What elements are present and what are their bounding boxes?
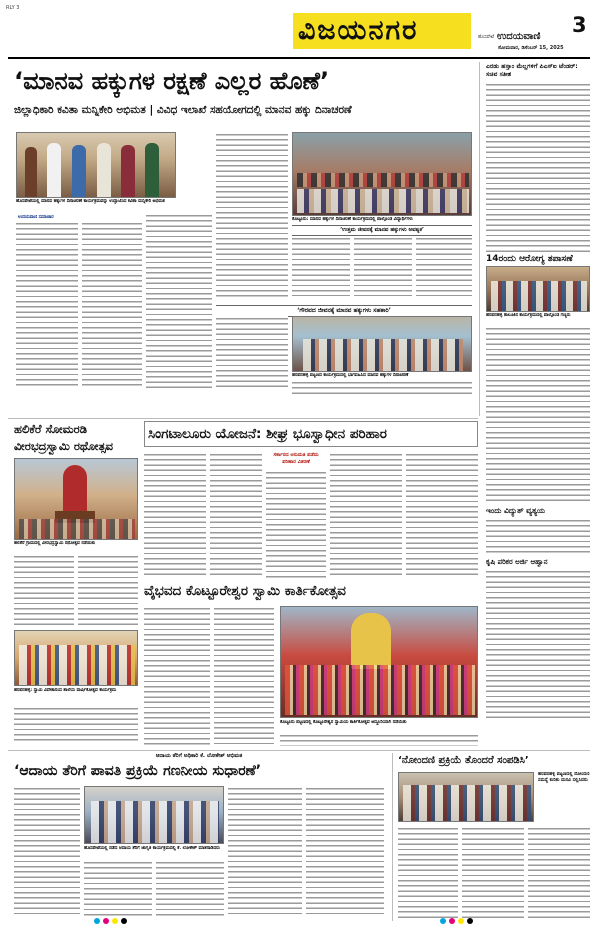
festival-photo-caption: ಕೊಟ್ಟೂರು ಪಟ್ಟಣದಲ್ಲಿ ಕೊಟ್ಟೂರೇಶ್ವರ ಸ್ವಾಮಿಯ ಕಾರ್ತಿಕೋತ್ಸವ ಅದ್ದೂರಿಯಾಗಿ ನಡೆಯಿತು	[280, 720, 407, 725]
sub-story-col1	[292, 236, 350, 296]
mid-left-body3	[14, 706, 138, 742]
bottom-left-headline: ‘ಆದಾಯ ತೆರಿಗೆ ಪಾವತಿ ಪ್ರಕ್ರಿಯೆ ಗಣನೀಯ ಸುಧಾರಣೆ’	[14, 763, 262, 779]
divider	[8, 418, 478, 419]
mid-main-col2	[210, 452, 262, 578]
chariot-photo-caption: ಹಲಿಕೆರೆ ಗ್ರಾಮದಲ್ಲಿ ವೀರಭದ್ರಸ್ವಾಮಿ ರಥೋತ್ಸವ ನಡೆಯಿತು	[14, 541, 96, 546]
divider	[479, 62, 480, 416]
lead-body-col1	[16, 221, 78, 389]
lead-photo2-caption: ಕೊಟ್ಟೂರು: ಮಾನವ ಹಕ್ಕುಗಳ ದಿನಾಚರಣೆ ಕಾರ್ಯಕ್ರಮದಲ್ಲಿ ಪಾಲ್ಗೊಂಡ ವಿದ್ಯಾರ್ಥಿಗಳು	[292, 217, 413, 222]
chariot-photo	[14, 458, 138, 540]
right-story3-body	[486, 518, 590, 556]
bottom-left-col1	[14, 786, 80, 918]
right-story4-title: ಕೃಷಿ ಪರಿಕರ ಅರ್ಜಿ ಆಹ್ವಾನ	[486, 558, 548, 566]
festival-col1	[144, 606, 210, 746]
bottom-left-kicker: ಆದಾಯ ತೆರಿಗೆ ಅಧಿಕಾರಿ ಕೆ. ಲೋಕೇಶ್ ಅಭಿಮತ	[155, 753, 243, 759]
paper-name: ಉದಯವಾಣಿ	[497, 31, 541, 42]
lead-body-col4	[216, 132, 288, 300]
mid-left-headline: ಹಲಿಕೆರೆ ಸೋಮರಡಿ ವೀರಭದ್ರಸ್ವಾಮಿ ರಥೋತ್ಸವ	[14, 422, 114, 453]
bottom-right-col3	[528, 826, 590, 918]
lead-photo-caption: ಹೊಸಪೇಟೆಯಲ್ಲಿ ಮಾನವ ಹಕ್ಕುಗಳ ದಿನಾಚರಣೆ ಕಾರ್ಯಕ್ರಮವನ್ನು ಉದ್ಘಾಟಿಸಿದ ಕವಿತಾ ಮನ್ನಿಕೇರಿ ಅಭಿಮತ	[16, 199, 165, 204]
right-story3-title: ಇಂದು ವಿದ್ಯುತ್ ವ್ಯತ್ಯಯ	[486, 506, 546, 515]
divider	[8, 750, 590, 751]
sub-story2-col1	[216, 316, 288, 390]
mid-main-col1	[144, 452, 206, 578]
bottom-left-col3	[156, 860, 224, 918]
right-story1-body	[486, 82, 590, 252]
mid-main-col3	[266, 470, 326, 578]
lead-photo-dc	[16, 132, 176, 198]
lead-headline: ‘ಮಾನವ ಹಕ್ಕುಗಳ ರಕ್ಷಣೆ ಎಲ್ಲರ ಹೊಣೆ’	[14, 67, 330, 95]
sub-story2-title: ‘ಗೌರವದ ಜೀವನಕ್ಕೆ ಮಾನವ ಹಕ್ಕುಗಳು ಸಹಕಾರಿ’	[216, 305, 472, 317]
group-photo	[14, 630, 138, 686]
section-title: ವಿಜಯನಗರ	[298, 15, 419, 46]
right-story1-title: ಎರಡು ಹಸ್ತಾಂ ಮೆಲ್ಲಗಳಿಗೆ ಪಿಎಸ್ಐ ಟೆಂಡರ್: ಸಚಿವ ಸತೀಶ	[486, 63, 578, 78]
lead-body-col2	[82, 221, 142, 389]
lead-body-col3	[146, 213, 212, 389]
group-photo-caption: ಹರಪನಹಳ್ಳಿ: ಸ್ವಾಮಿ ವಿವೇಕಾನಂದ ಶಾಲೆಯ ವಾರ್ಷಿಕೋತ್ಸವ ಕಾರ್ಯಕ್ರಮ	[14, 688, 117, 693]
bottom-left-col2	[84, 860, 152, 918]
registration-marks	[440, 918, 500, 924]
bottom-right-side-caption: ಹರಪನಹಳ್ಳಿ ಪಟ್ಟಣದಲ್ಲಿ ನೋಂದಣಿ ಸಮಸ್ಯೆ ಕುರಿತು ಮನವಿ ಸಲ್ಲಿಸಿದರು	[538, 772, 590, 783]
mid-main-col5	[406, 452, 478, 578]
divider	[392, 753, 393, 921]
bottom-left-photo-caption: ಹೊಸಪೇಟೆಯಲ್ಲಿ ನಡೆದ ಆದಾಯ ತೆರಿಗೆ ಜಾಗೃತಿ ಕಾರ್ಯಕ್ರಮದಲ್ಲಿ ಕೆ. ಲೋಕೇಶ್ ಮಾತನಾಡಿದರು	[84, 846, 220, 851]
festival-photo	[280, 606, 478, 718]
mid-main-col4	[330, 452, 402, 578]
sub-story-col3	[416, 236, 472, 296]
bottom-right-headline: ‘ನೋಂದಣಿ ಪ್ರಕ್ರಿಯೆ ತೊಂದರೆ ಸಂಪಡಿಸಿ’	[398, 755, 529, 766]
festival-col2	[214, 606, 274, 718]
byline: ಉದಯವಾಣಿ ಸಮಾಚಾರ	[18, 215, 54, 220]
registration-marks	[94, 918, 154, 924]
issue-date: ಸೋಮವಾರ, ಡಿಸೆಂಬರ್ 15, 2025	[498, 45, 564, 51]
page-number: 3	[572, 13, 587, 37]
mid-main-headline: ಸಿಂಗಟಾಲೂರು ಯೋಜನೆ: ಶೀಘ್ರ ಭೂಸ್ವಾಧೀನ ಪರಿಹಾರ	[148, 426, 387, 442]
festival-headline: ವೈಭವದ ಕೊಟ್ಟೂರೇಶ್ವರ ಸ್ವಾಮಿ ಕಾರ್ತಿಕೋತ್ಸವ	[144, 583, 346, 599]
right-photo	[486, 266, 590, 312]
paper-pre: ಹೊಸಪೇಟೆ	[478, 35, 495, 40]
lead-photo-harapanahalli	[292, 316, 472, 372]
lead-subhead: ಜಿಲ್ಲಾಧಿಕಾರಿ ಕವಿತಾ ಮನ್ನಿಕೇರಿ ಅಭಿಮತ | ವಿವಿಧ ಇಲಾಖೆ ಸಹಯೋಗದಲ್ಲಿ ಮಾನವ ಹಕ್ಕು ದಿನಾಚರಣೆ	[14, 104, 352, 116]
mid-left-body2	[78, 554, 138, 626]
mid-kicker: ಸರ್ಕಾರದ ಅನುಮತಿ ಪಡೆದು ಪರಿಹಾರ ವಿತರಣೆ	[273, 452, 319, 465]
right-story4-body	[486, 569, 590, 719]
bottom-right-col1	[398, 826, 458, 918]
festival-col3	[214, 720, 274, 746]
bottom-right-col2	[462, 826, 524, 918]
mid-left-body1	[14, 554, 74, 626]
bottom-left-col4	[228, 786, 302, 918]
masthead-rule	[8, 57, 590, 59]
lead-photo3-caption: ಹರಪನಹಳ್ಳಿ ಪಟ್ಟಣದ ಕಾರ್ಯಕ್ರಮದಲ್ಲಿ ಭಾಗವಹಿಸಿದ ಮಾನವ ಹಕ್ಕುಗಳ ದಿನಾಚರಣೆ	[292, 373, 409, 378]
right-photo-caption: ಹರಪನಹಳ್ಳಿ ತಾಲೂಕಿನ ಕಾರ್ಯಕ್ರಮದಲ್ಲಿ ಪಾಲ್ಗೊಂಡ ಗಣ್ಯರು	[486, 313, 571, 318]
sub-story-title: ‘ಉತ್ತಮ ಜೀವನಕ್ಕೆ ಮಾನವ ಹಕ್ಕುಗಳು ಅವಶ್ಯಕ’	[292, 225, 472, 236]
right-story2-title: 14ರಂದು ಆರೋಗ್ಯ ತಪಾಸಣೆ	[486, 254, 573, 264]
right-story2-body	[486, 326, 590, 504]
bottom-left-col5	[306, 786, 384, 918]
festival-col4	[280, 733, 478, 746]
sub-story-col2	[354, 236, 412, 296]
lead-photo3-body	[292, 380, 472, 394]
corner-code: RLY 3	[6, 5, 20, 11]
bottom-left-photo	[84, 786, 224, 844]
bottom-right-photo	[398, 772, 534, 822]
lead-photo-students	[292, 132, 472, 216]
